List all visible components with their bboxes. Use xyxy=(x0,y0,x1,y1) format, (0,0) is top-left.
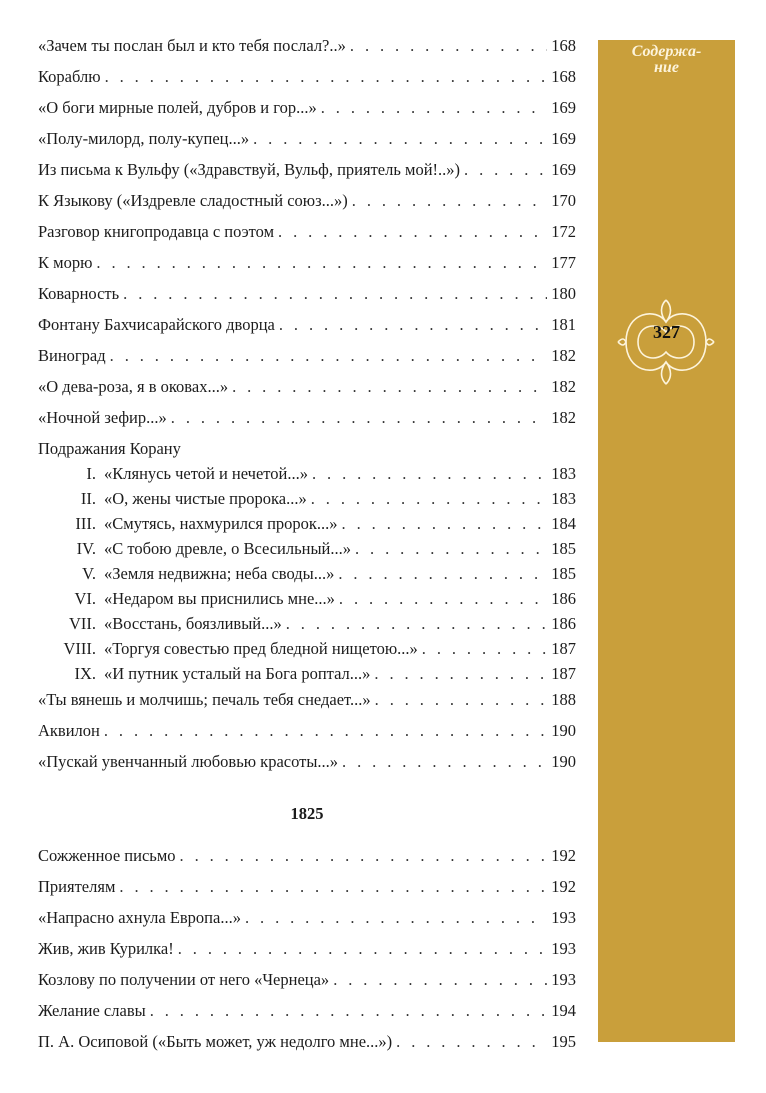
toc-entry xyxy=(38,464,576,484)
toc-leader-dots xyxy=(422,639,547,659)
toc-entry xyxy=(38,1032,576,1052)
toc-entry-title: Коварность xyxy=(38,284,120,303)
toc-entry-page: 184 xyxy=(551,514,576,533)
toc-entry-page: 182 xyxy=(551,408,576,427)
toc-entry-roman-numeral: V. xyxy=(82,564,96,583)
toc-entry-title: «Зачем ты послан был и кто тебя послал?..» xyxy=(38,36,346,55)
toc-leader-dots xyxy=(355,539,547,559)
toc-entry-page: 169 xyxy=(551,129,576,148)
toc-entry-page: 183 xyxy=(551,464,576,483)
toc-entry-title: Приятелям xyxy=(38,877,116,896)
toc-leader-dots xyxy=(338,564,547,584)
toc-leader-dots xyxy=(342,514,548,534)
toc-entry xyxy=(38,614,576,634)
toc-entry-page: 193 xyxy=(551,970,576,989)
section-sidebar xyxy=(598,40,735,1042)
toc-leader-dots xyxy=(342,752,547,772)
toc-entry-roman-numeral: VII. xyxy=(68,614,96,633)
toc-leader-dots xyxy=(232,377,547,397)
toc-entry-title: Из письма к Вульфу («Здравствуй, Вульф, приятель мой!..») xyxy=(38,160,461,179)
toc-leader-dots xyxy=(96,253,547,273)
toc-entry-page: 169 xyxy=(551,160,576,179)
toc-leader-dots xyxy=(150,1001,548,1021)
toc-entry-page: 186 xyxy=(551,589,576,608)
entries-group-koran xyxy=(38,464,576,684)
toc-entry-title: «О дева-роза, я в оковах...» xyxy=(38,377,229,396)
toc-entry xyxy=(38,408,576,428)
toc-entry xyxy=(38,191,576,211)
toc-entry-page: 183 xyxy=(551,489,576,508)
toc-entry-page: 177 xyxy=(551,253,576,272)
toc-entry-title: «Напрасно ахнула Европа...» xyxy=(38,908,241,927)
toc-entry-roman-numeral: IX. xyxy=(74,664,96,683)
toc-entry-page: 188 xyxy=(551,690,576,709)
toc-entry-title: К Языкову («Издревле сладостный союз...») xyxy=(38,191,348,210)
toc-entry-page: 190 xyxy=(551,721,576,740)
toc-entry xyxy=(38,664,576,684)
toc-entry xyxy=(38,846,576,866)
toc-entry-title: Аквилон xyxy=(38,721,100,740)
toc-leader-dots xyxy=(110,346,548,366)
toc-entry xyxy=(38,253,576,273)
toc-entry-title: Сожженное письмо xyxy=(38,846,176,865)
toc-entry-title: Разговор книгопродавца с поэтом xyxy=(38,222,275,241)
toc-entry-title: «Пускай увенчанный любовью красоты...» xyxy=(38,752,339,771)
toc-entry-title: «Смутясь, нахмурился пророк...» xyxy=(104,514,338,533)
sidebar-section-label xyxy=(598,44,735,76)
toc-entry xyxy=(38,908,576,928)
toc-entry-page: 185 xyxy=(551,539,576,558)
toc-entry xyxy=(38,539,576,559)
toc-entry-roman-numeral: I. xyxy=(86,464,96,483)
entries-group-c xyxy=(38,846,576,1052)
toc-entry-page: 186 xyxy=(551,614,576,633)
sidebar-label-line1: Содержа- xyxy=(631,43,702,60)
toc-entry-page: 195 xyxy=(551,1032,576,1051)
toc-entry-page: 187 xyxy=(551,664,576,683)
toc-entry xyxy=(38,589,576,609)
toc-leader-dots xyxy=(178,939,548,959)
toc-entry-page: 194 xyxy=(551,1001,576,1020)
toc-leader-dots xyxy=(374,664,547,684)
toc-leader-dots xyxy=(180,846,548,866)
toc-entry-page: 182 xyxy=(551,377,576,396)
toc-entry xyxy=(38,514,576,534)
toc-entry xyxy=(38,639,576,659)
toc-entry-title: П. А. Осиповой («Быть может, уж недолго мне...») xyxy=(38,1032,393,1051)
toc-entry xyxy=(38,564,576,584)
toc-entry-page: 190 xyxy=(551,752,576,771)
table-of-contents xyxy=(38,36,576,1063)
toc-entry xyxy=(38,939,576,959)
toc-leader-dots xyxy=(123,284,547,304)
toc-entry xyxy=(38,690,576,710)
toc-leader-dots xyxy=(396,1032,547,1052)
toc-entry xyxy=(38,1001,576,1021)
toc-leader-dots xyxy=(321,98,548,118)
toc-entry xyxy=(38,877,576,897)
toc-entry-roman-numeral: III. xyxy=(75,514,96,533)
toc-entry xyxy=(38,721,576,741)
toc-leader-dots xyxy=(119,877,547,897)
toc-entry-title: «Недаром вы приснились мне...» xyxy=(104,589,335,608)
toc-entry-title: Козлову по получении от него «Чернеца» xyxy=(38,970,330,989)
toc-entry xyxy=(38,489,576,509)
toc-entry xyxy=(38,315,576,335)
toc-entry-title: «С тобою древле, о Всесильный...» xyxy=(104,539,351,558)
toc-entry-page: 172 xyxy=(551,222,576,241)
toc-entry-title: «Земля недвижна; неба своды...» xyxy=(104,564,335,583)
toc-entry-title: «Восстань, боязливый...» xyxy=(104,614,282,633)
toc-entry-roman-numeral: VI. xyxy=(74,589,96,608)
toc-entry-page: 170 xyxy=(551,191,576,210)
toc-entry-page: 193 xyxy=(551,939,576,958)
page-number: 327 xyxy=(653,322,680,342)
entries-group-a xyxy=(38,36,576,428)
toc-entry xyxy=(38,752,576,772)
toc-leader-dots xyxy=(339,589,547,609)
toc-entry-title: «Ты вянешь и молчишь; печаль тебя снедает...» xyxy=(38,690,371,709)
toc-entry xyxy=(38,284,576,304)
toc-entry-page: 182 xyxy=(551,346,576,365)
toc-entry-page: 185 xyxy=(551,564,576,583)
toc-entry xyxy=(38,98,576,118)
toc-entry xyxy=(38,67,576,87)
toc-entry-page: 187 xyxy=(551,639,576,658)
toc-entry-page: 192 xyxy=(551,846,576,865)
toc-leader-dots xyxy=(352,191,547,211)
toc-leader-dots xyxy=(279,315,547,335)
toc-entry xyxy=(38,36,576,56)
toc-leader-dots xyxy=(253,129,547,149)
toc-entry xyxy=(38,377,576,397)
toc-leader-dots xyxy=(286,614,548,634)
toc-leader-dots xyxy=(278,222,547,242)
toc-leader-dots xyxy=(333,970,547,990)
group-heading-koran: Подражания Корану xyxy=(38,439,181,458)
toc-entry xyxy=(38,222,576,242)
toc-leader-dots xyxy=(464,160,547,180)
entries-group-b xyxy=(38,690,576,772)
toc-entry-page: 193 xyxy=(551,908,576,927)
toc-leader-dots xyxy=(350,36,547,56)
toc-entry-title: Кораблю xyxy=(38,67,101,86)
toc-leader-dots xyxy=(105,67,548,87)
toc-entry-title: «И путник усталый на Бога роптал...» xyxy=(104,664,371,683)
toc-entry xyxy=(38,129,576,149)
toc-entry-title: «О боги мирные полей, дубров и гор...» xyxy=(38,98,317,117)
toc-leader-dots xyxy=(104,721,547,741)
sidebar-label-line2: ние xyxy=(654,59,679,76)
toc-entry-page: 181 xyxy=(551,315,576,334)
toc-entry-page: 180 xyxy=(551,284,576,303)
toc-entry-roman-numeral: IV. xyxy=(76,539,96,558)
toc-entry-title: К морю xyxy=(38,253,93,272)
toc-entry-roman-numeral: VIII. xyxy=(63,639,96,658)
toc-entry-roman-numeral: II. xyxy=(80,489,96,508)
toc-leader-dots xyxy=(171,408,547,428)
toc-entry xyxy=(38,160,576,180)
toc-entry-title: Виноград xyxy=(38,346,106,365)
toc-entry-page: 168 xyxy=(551,67,576,86)
toc-entry xyxy=(38,346,576,366)
toc-entry-title: «О, жены чистые пророка...» xyxy=(104,489,307,508)
toc-leader-dots xyxy=(245,908,547,928)
toc-entry-title: Фонтану Бахчисарайского дворца xyxy=(38,315,275,334)
toc-leader-dots xyxy=(375,690,548,710)
year-heading: 1825 xyxy=(290,804,324,823)
toc-entry-page: 168 xyxy=(551,36,576,55)
toc-entry-title: Жив, жив Курилка! xyxy=(38,939,174,958)
toc-entry-title: «Полу-милорд, полу-купец...» xyxy=(38,129,250,148)
toc-entry-page: 169 xyxy=(551,98,576,117)
toc-entry-title: «Торгуя совестью пред бледной нищетою...» xyxy=(104,639,418,658)
toc-leader-dots xyxy=(311,489,548,509)
toc-entry-title: «Ночной зефир...» xyxy=(38,408,167,427)
toc-entry-title: Желание славы xyxy=(38,1001,146,1020)
toc-entry-title: «Клянусь четой и нечетой...» xyxy=(104,464,308,483)
toc-entry xyxy=(38,970,576,990)
toc-entry-page: 192 xyxy=(551,877,576,896)
toc-leader-dots xyxy=(312,464,547,484)
